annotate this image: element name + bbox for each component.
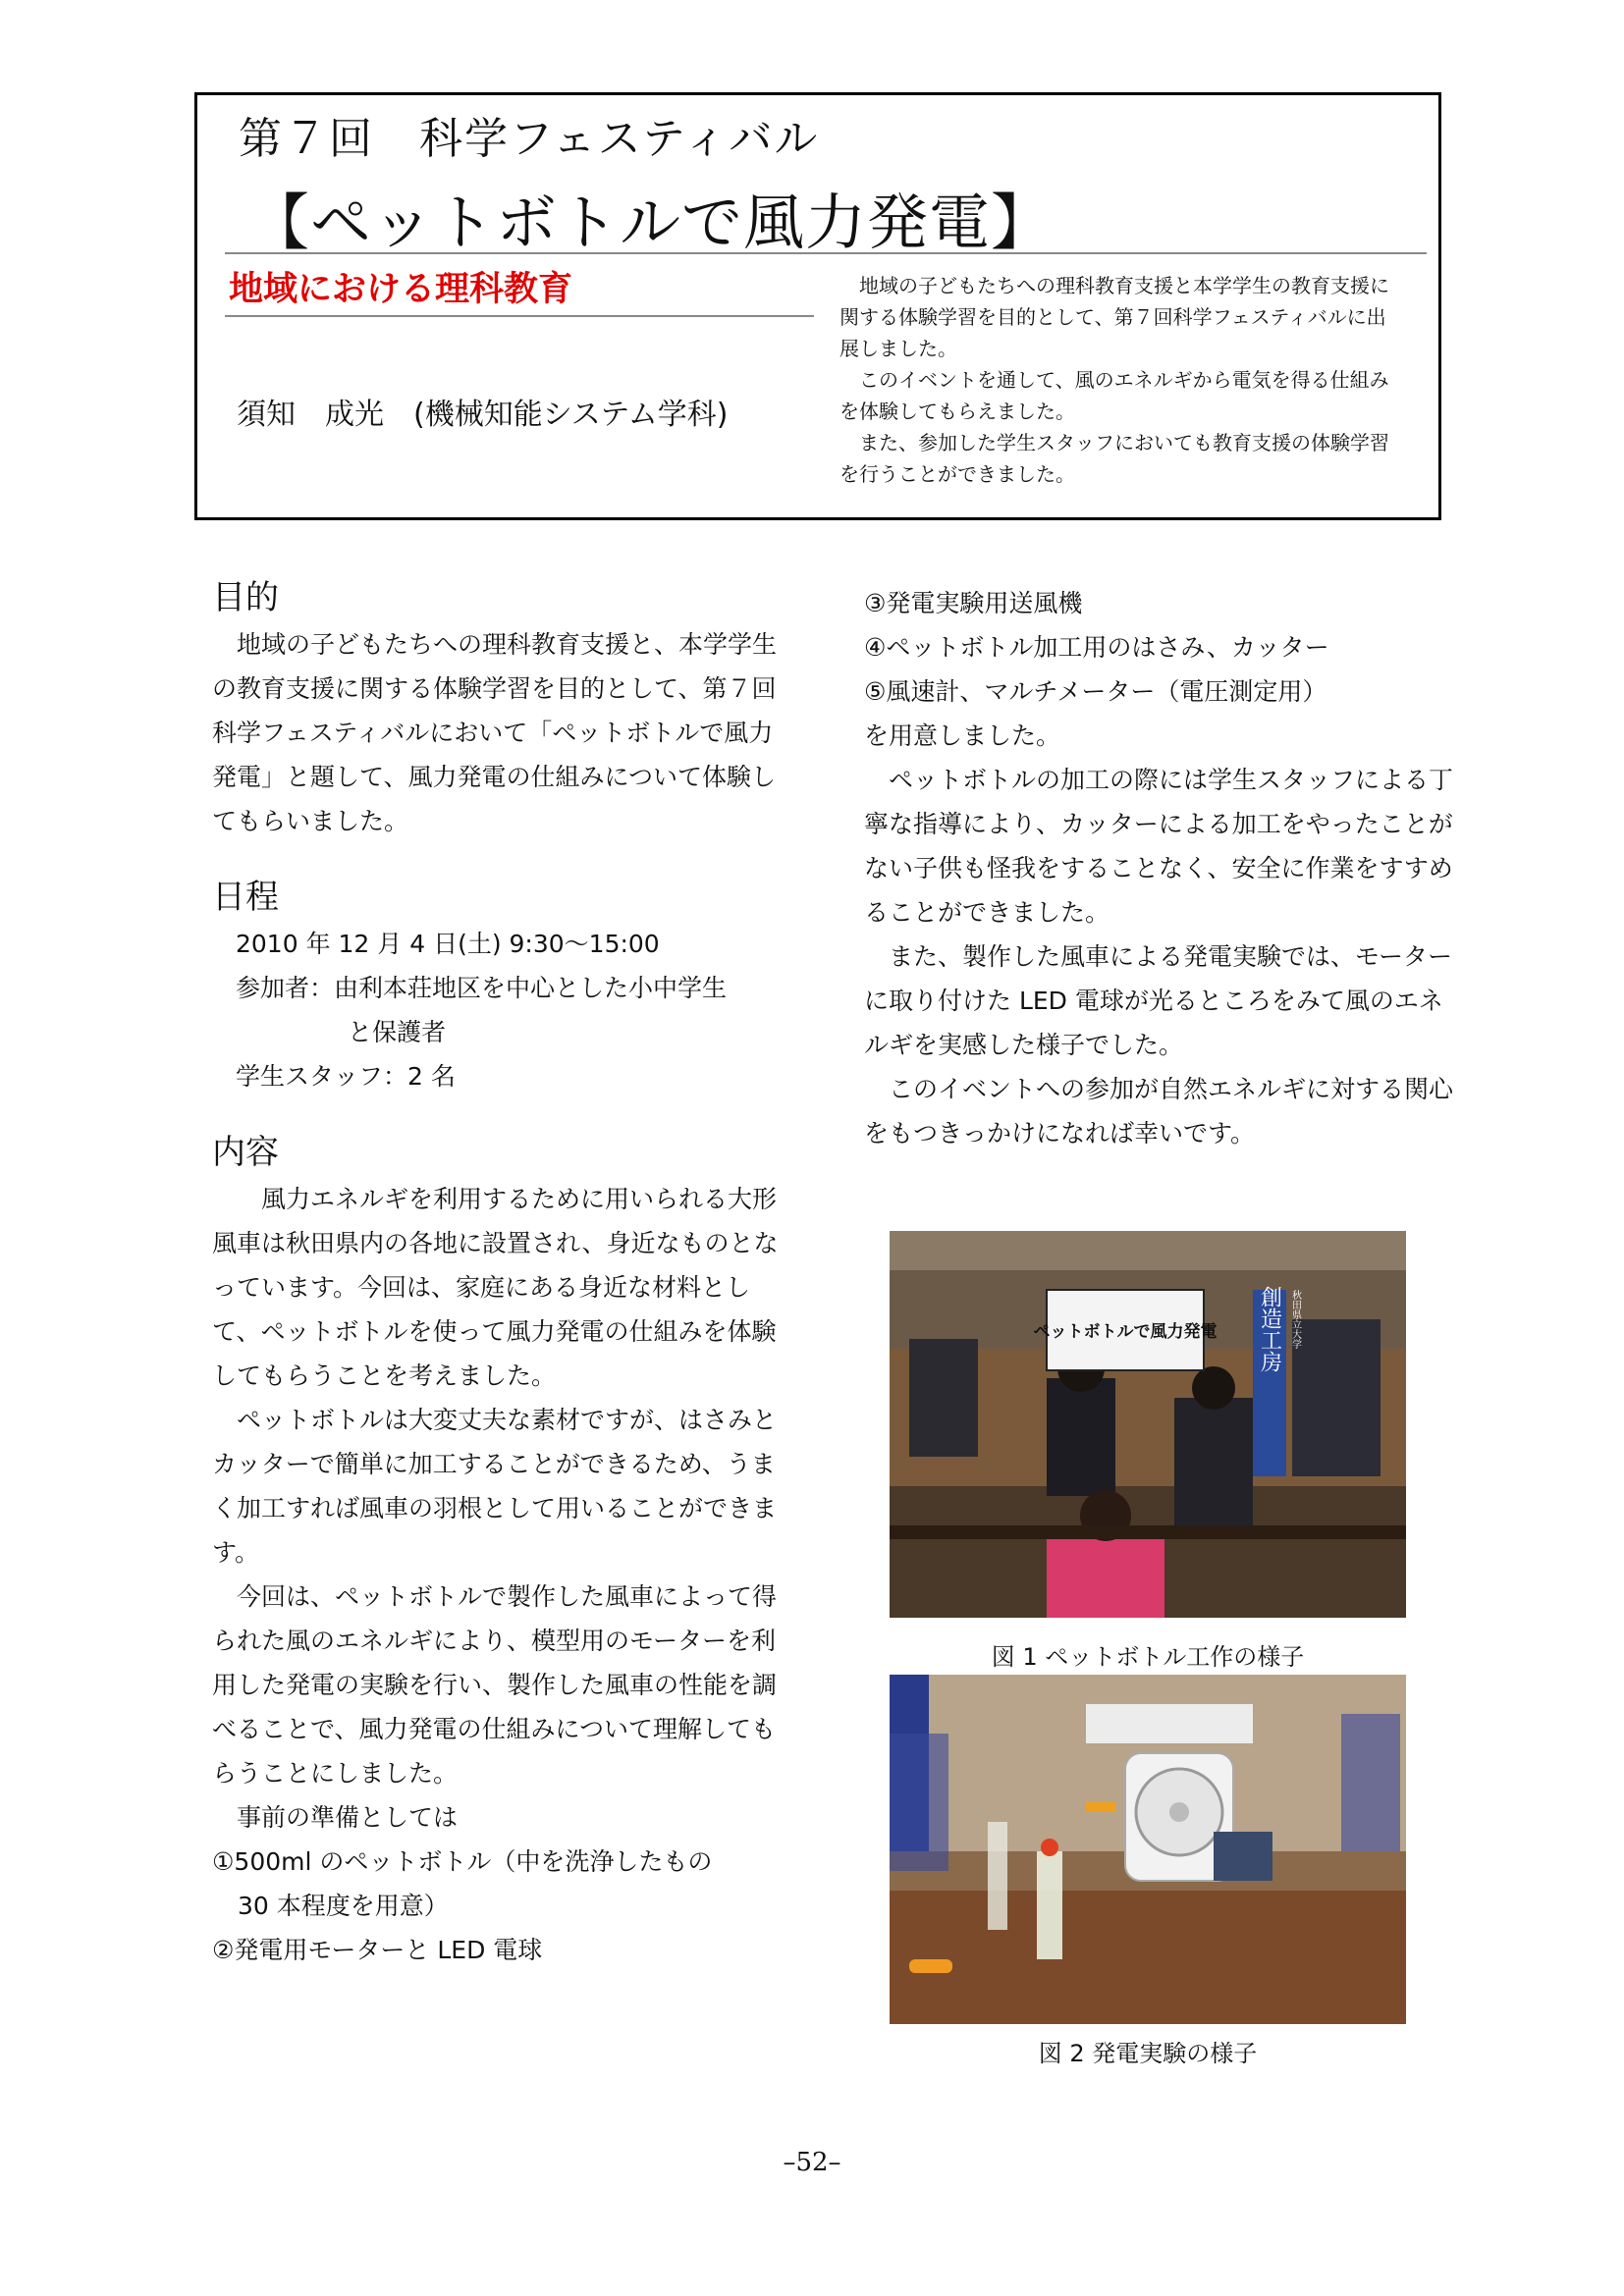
content-paragraph: また、製作した風車による発電実験では、モーターに取り付けた LED 電球が光るところをみて風のエネルギを実感した様子でした。	[864, 942, 1453, 1059]
content-paragraph: 今回は、ペットボトルで製作した風車によって得られた風のエネルギにより、模型用のモーターを利用した発電の実験を行い、製作した風車の性能を調べることで、風力発電の仕組みについて理解してもらうことにしました。	[212, 1582, 778, 1788]
abstract-paragraph: 地域の子どもたちへの理科教育支援と本学学生の教育支援に関する体験学習を目的として、第７回科学フェスティバルに出展しました。	[839, 274, 1389, 360]
figure-2-caption: 図 2 発電実験の様子	[1038, 2040, 1258, 2067]
header-box	[194, 92, 1441, 520]
author: 須知 成光 (機械知能システム学科)	[237, 398, 729, 432]
page-number: –52–	[783, 2148, 841, 2177]
header-rule	[225, 252, 1427, 254]
content-paragraph: 風力エネルギを利用するために用いられる大形風車は秋田県内の各地に設置され、身近なものとなっています。今回は、家庭にある身近な材料として、ペットボトルを使って風力発電の仕組みを体験してもらうことを考えました。	[212, 1185, 779, 1390]
figure-1-caption: 図 1 ペットボトル工作の様子	[991, 1643, 1305, 1671]
purpose-heading: 目的	[212, 578, 279, 617]
left-column	[212, 573, 791, 1972]
content-heading: 内容	[212, 1133, 279, 1172]
prep-item-cont: 30 本程度を用意）	[238, 1892, 449, 1920]
abstract-paragraph: また、参加した学生スタッフにおいても教育支援の体験学習を行うことができました。	[839, 431, 1389, 486]
content-paragraph: このイベントへの参加が自然エネルギに対する関心をもつきっかけになれば幸いです。	[864, 1075, 1454, 1148]
prep-item-end: を用意しました。	[864, 721, 1061, 750]
prep-item: ①500ml のペットボトル（中を洗浄したもの	[212, 1847, 713, 1876]
figure-1-photo	[890, 1231, 1406, 1618]
content-paragraph: ペットボトルの加工の際には学生スタッフによる丁寧な指導により、カッターによる加工をやったことがない子供も怪我をすることなく、安全に作業をすすめることができました。	[864, 766, 1454, 927]
abstract-paragraph: このイベントを通して、風のエネルギから電気を得る仕組みを体験してもらえました。	[839, 368, 1389, 423]
abstract	[839, 270, 1405, 490]
schedule-heading: 日程	[212, 878, 279, 917]
figure-1-banner-small: 秋田県立大学	[1289, 1290, 1301, 1349]
schedule-date: 2010 年 12 月 4 日(土) 9:30〜15:00	[236, 930, 660, 958]
content-paragraph: 事前の準備としては	[237, 1803, 459, 1832]
schedule-staff: 学生スタッフ：2 名	[236, 1062, 456, 1091]
prep-item: ③発電実験用送風機	[864, 589, 1083, 617]
prep-item: ④ペットボトル加工用のはさみ、カッター	[864, 633, 1329, 662]
content-paragraph: ペットボトルは大変丈夫な素材ですが、はさみとカッターで簡単に加工することができるため、うまく加工すれば風車の羽根として用いることができます。	[212, 1406, 778, 1567]
subtitle-rule	[225, 315, 814, 317]
series-title: 第７回 科学フェスティバル	[239, 114, 820, 164]
schedule-participants-cont: と保護者	[348, 1018, 447, 1046]
schedule-participants: 参加者：由利本荘地区を中心とした小中学生	[236, 974, 728, 1002]
subtitle: 地域における理科教育	[229, 270, 573, 309]
figure-2-photo	[890, 1675, 1406, 2024]
purpose-text: 地域の子どもたちへの理科教育支援と、本学学生の教育支援に関する体験学習を目的として、第７回科学フェスティバルにおいて「ペットボトルで風力発電」と題して、風力発電の仕組みについて体験してもらいました。	[212, 630, 778, 835]
article-title: 【ペットボトルで風力発電】	[248, 187, 1054, 258]
figure-1-sign: ペットボトルで風力発電	[1033, 1322, 1218, 1342]
right-column	[864, 581, 1453, 1155]
figure-1-banner: 創造工房	[1257, 1286, 1282, 1372]
prep-item: ⑤風速計、マルチメーター（電圧測定用）	[864, 677, 1327, 706]
prep-item: ②発電用モーターと LED 電球	[212, 1936, 543, 1964]
